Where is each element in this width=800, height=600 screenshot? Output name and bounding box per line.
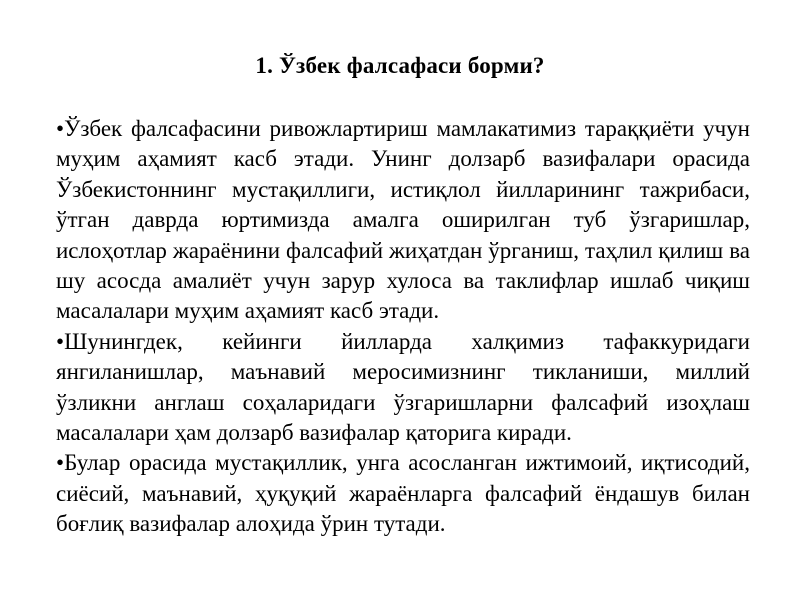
paragraph-3: [56, 448, 750, 539]
paragraph-text: Ўзбек фалсафасини ривожлартириш мамлакатимиз тараққиёти учун муҳим аҳамият касб этади. Унинг долзарб вазифалари орасида Ўзбекистоннинг мустақиллиги, истиқлол йилларининг тажрибаси, ўтган даврда юртимизда амалга оширилган туб ўзгаришлар, ислоҳотлар жараёнини фалсафий жиҳатдан ўрганиш, таҳлил қилиш ва шу асосда амалиёт учун зарур хулоса ва таклифлар ишлаб чиқиш масалалари муҳим аҳамият касб этади.: [56, 116, 750, 324]
slide-body: [56, 114, 750, 540]
bullet-icon: •: [56, 328, 65, 354]
slide-title: 1. Ўзбек фалсафаси борми?: [255, 53, 545, 78]
paragraph-1: [56, 114, 750, 327]
paragraph-2: [56, 327, 750, 449]
bullet-icon: •: [56, 116, 65, 141]
paragraph-text: Шунингдек, кейинги йилларда халқимиз тафаккуридаги янгиланишлар, маънавий меросимизнинг тикланиши, миллий ўзликни англаш соҳаларидаги ўзгаришларни фалсафий изоҳлаш масалалари ҳам долзарб вазифалар қаторига киради.: [56, 328, 750, 446]
paragraph-text: Булар орасида мустақиллик, унга асосланган ижтимоий, иқтисодий, сиёсий, маънавий, ҳуқуқий жараёнларга фалсафий ёндашув билан боғлиқ вазифалар алоҳида ўрин тутади.: [56, 450, 750, 537]
bullet-icon: •: [56, 450, 65, 476]
